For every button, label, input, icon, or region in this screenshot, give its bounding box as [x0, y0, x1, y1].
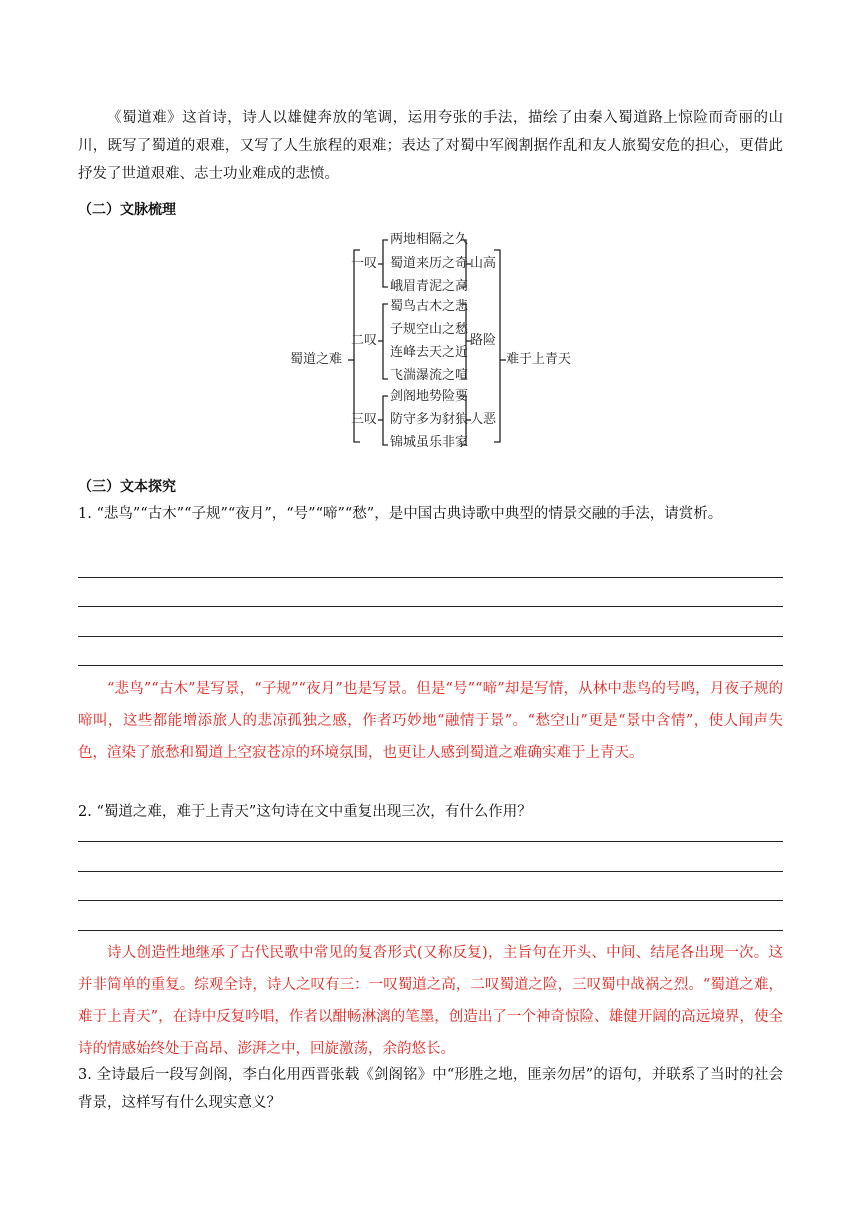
intro-paragraph: 《蜀道难》这首诗，诗人以雄健奔放的笔调，运用夸张的手法，描绘了由秦入蜀道路上惊险而奇丽的山川，既写了蜀道的艰难，又写了人生旅程的艰难；表达了对蜀中军阀割据作乱和友人旅蜀安危的担心，更借此抒发了世道艰难、志士功业难成的悲愤。 [78, 110, 783, 182]
question-3: 3. 全诗最后一段写剑阁，李白化用西晋张载《剑阁铭》中“形胜之地，匪亲勿居”的语句，并联系了当时的社会背景，这样写有什么现实意义？ [78, 1067, 783, 1111]
question-2: 2. “蜀道之难，难于上青天”这句诗在文中重复出现三次，有什么作用？ [78, 804, 532, 820]
section-heading-exploration: （三）文本探究 [78, 479, 176, 495]
group-summary: 山高 [470, 256, 497, 271]
group-label: 三叹 [351, 412, 378, 427]
group-item: 连峰去天之近 [390, 345, 469, 360]
question-1: 1. “悲鸟”“古木”“子规”“夜月”，“号”“啼”“愁”，是中国古典诗歌中典型的情景交融的手法，请赏析。 [78, 506, 723, 522]
group-item: 防守多为豺狼 [390, 412, 469, 427]
group-summary: 人恶 [470, 412, 497, 427]
section-heading-structure: （二）文脉梳理 [78, 202, 176, 218]
answer-line [78, 636, 783, 637]
diagram-root: 蜀道之难 [290, 352, 343, 367]
answer-line [78, 900, 783, 901]
group-item: 峨眉青泥之高 [390, 279, 469, 294]
group-label: 一叹 [351, 256, 378, 271]
answer-1: “悲鸟”“古木”是写景，“子规”“夜月”也是写景。但是“号”“啼”却是写情，从林中悲鸟的号鸣，月夜子规的啼叫，这些都能增添旅人的悲凉孤独之感，作者巧妙地“融情于景”。“愁空山”更是“景中含情”，使人闻声失色，渲染了旅愁和蜀道上空寂苍凉的环境氛围，也更让人感到蜀道之难确实难于上青天。 [78, 681, 783, 761]
diagram-conclusion: 难于上青天 [506, 352, 572, 367]
group-item: 子规空山之愁 [390, 322, 469, 337]
group-item: 飞湍瀑流之喧 [390, 368, 469, 383]
answer-line [78, 577, 783, 578]
answer-line [78, 665, 783, 666]
group-item: 剑阁地势险要 [390, 389, 469, 404]
answer-line [78, 841, 783, 842]
answer-line [78, 871, 783, 872]
group-item: 两地相隔之久 [390, 232, 469, 247]
group-item: 蜀鸟古木之悲 [390, 299, 469, 314]
answer-2: 诗人创造性地继承了古代民歌中常见的复沓形式(又称反复)，主旨句在开头、中间、结尾各出现一次。这并非简单的重复。综观全诗，诗人之叹有三：一叹蜀道之高，二叹蜀道之险，三叹蜀中战祸之烈。“蜀道之难，难于上青天”，在诗中反复吟唱，作者以酣畅淋漓的笔墨，创造出了一个神奇惊险、雄健开阔的高远境界，使全诗的情感始终处于高昂、澎湃之中，回旋激荡，余韵悠长。 [78, 945, 783, 1057]
structure-diagram [288, 230, 578, 455]
group-summary: 路险 [470, 333, 497, 348]
answer-line [78, 930, 783, 931]
group-item: 锦城虽乐非家 [390, 435, 469, 450]
group-label: 二叹 [351, 333, 378, 348]
answer-line [78, 606, 783, 607]
group-item: 蜀道来历之奇 [390, 256, 469, 271]
